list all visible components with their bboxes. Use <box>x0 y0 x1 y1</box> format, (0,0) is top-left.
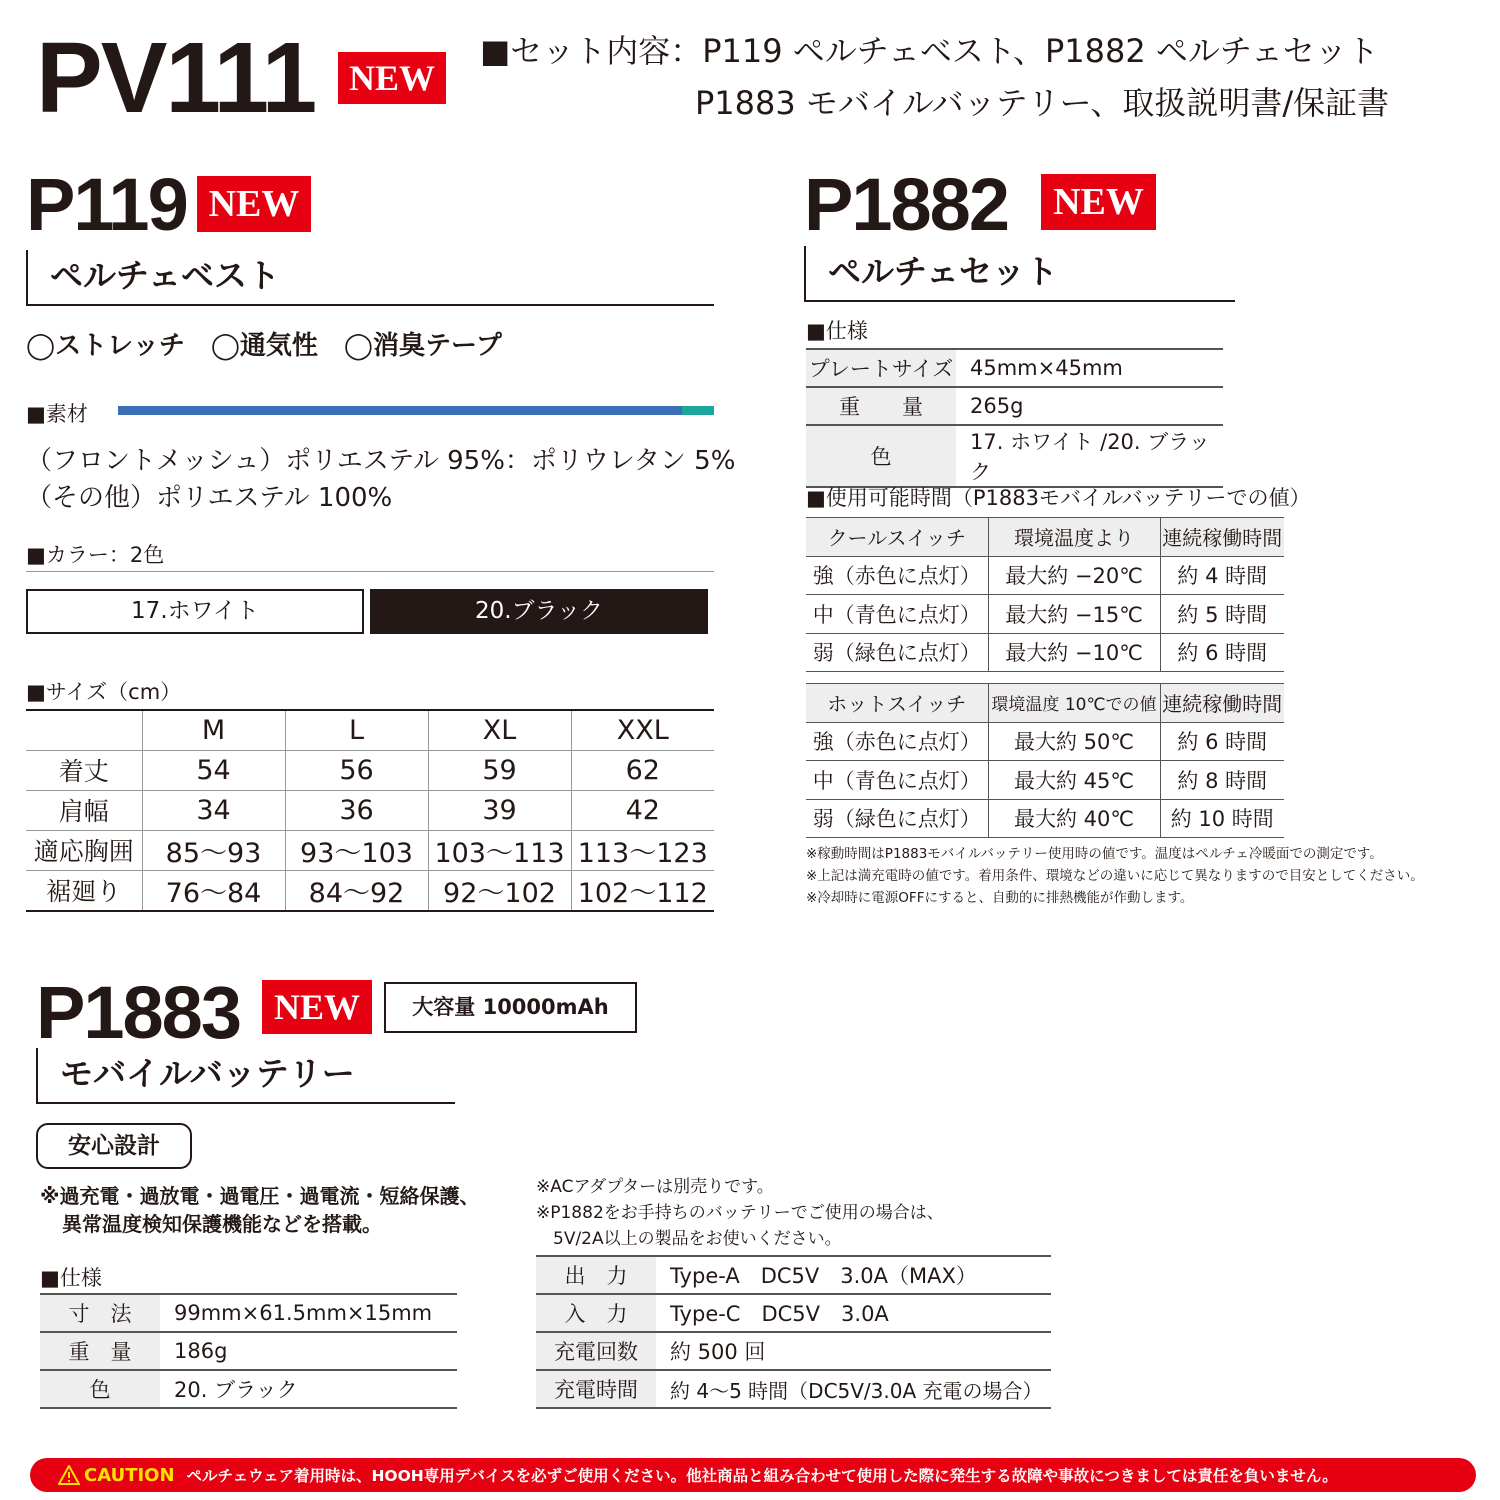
set-contents-line1: ■セット内容：P119 ペルチェベスト、P1882 ペルチェセット <box>480 32 1379 70</box>
time-cell: 弱（緑色に点灯） <box>806 633 988 672</box>
warning-icon <box>58 1465 80 1485</box>
time-cell: 中（青色に点灯） <box>806 761 988 800</box>
spec-value: 約 4～5 時間（DC5V/3.0A 充電の場合） <box>656 1370 1051 1408</box>
spec-value: 186g <box>160 1332 457 1370</box>
time-cell: 最大約 45℃ <box>988 761 1160 800</box>
set-contents-line2: P1883 モバイルバッテリー、取扱説明書/保証書 <box>695 84 1390 122</box>
time-cell: 弱（緑色に点灯） <box>806 799 988 838</box>
size-cell: 39 <box>428 790 571 830</box>
p119-material-line2: （その他）ポリエステル 100% <box>26 483 393 513</box>
size-cell: 93～103 <box>285 830 428 870</box>
time-header-cell: クールスイッチ <box>806 518 988 557</box>
table-row <box>26 790 714 830</box>
material-bar <box>118 406 686 415</box>
p1883-name: モバイルバッテリー <box>36 1048 455 1104</box>
time-cell: 最大約 40℃ <box>988 799 1160 838</box>
size-row-label: 裾廻り <box>26 870 142 911</box>
size-header-cell: M <box>142 710 285 750</box>
table-row <box>40 1332 457 1370</box>
spec-key: 色 <box>40 1370 160 1408</box>
time-cell: 中（青色に点灯） <box>806 595 988 634</box>
time-cell: 約 5 時間 <box>1160 595 1284 634</box>
size-cell: 56 <box>285 750 428 790</box>
spec-value: 20. ブラック <box>160 1370 457 1408</box>
table-row <box>806 799 1284 838</box>
time-header-cell: 連続稼働時間 <box>1160 518 1284 557</box>
p119-size-label: ■サイズ（cm） <box>26 680 182 704</box>
p119-material-line1: （フロントメッシュ）ポリエステル 95%：ポリウレタン 5% <box>26 446 736 476</box>
set-new-badge: NEW <box>338 52 446 104</box>
p1883-note-3: 5V/2A以上の製品をお使いください。 <box>536 1229 842 1249</box>
table-row <box>806 595 1284 634</box>
time-header-cell: 連続稼働時間 <box>1160 684 1284 723</box>
size-header-cell: L <box>285 710 428 750</box>
p119-color-label: ■カラー：2色 <box>26 543 165 567</box>
table-row <box>26 830 714 870</box>
spec-key: 重 量 <box>40 1332 160 1370</box>
capacity-badge: 大容量 10000mAh <box>384 982 637 1033</box>
time-cell: 約 10 時間 <box>1160 799 1284 838</box>
time-cell: 約 6 時間 <box>1160 722 1284 761</box>
p119-name: ペルチェベスト <box>26 250 714 306</box>
spec-value: 17. ホワイト /20. ブラック <box>956 425 1223 487</box>
p1882-spec-label: ■仕様 <box>806 319 868 343</box>
size-cell: 84～92 <box>285 870 428 911</box>
size-cell: 59 <box>428 750 571 790</box>
table-row <box>26 870 714 911</box>
safety-line1: ※過充電・過放電・過電圧・過電流・短絡保護、 <box>40 1184 480 1208</box>
spec-key: 充電時間 <box>536 1370 656 1408</box>
size-cell: 85～93 <box>142 830 285 870</box>
size-cell: 54 <box>142 750 285 790</box>
table-row <box>806 722 1284 761</box>
time-cell: 約 6 時間 <box>1160 633 1284 672</box>
safety-badge: 安心設計 <box>36 1123 192 1169</box>
time-cell: 強（赤色に点灯） <box>806 722 988 761</box>
spec-key: 出 力 <box>536 1256 656 1294</box>
p1883-new-badge: NEW <box>262 980 372 1034</box>
spec-key: 入 力 <box>536 1294 656 1332</box>
time-cell: 最大約 −10℃ <box>988 633 1160 672</box>
p1882-spec-table <box>806 348 1223 488</box>
table-row <box>806 633 1284 672</box>
time-cell: 最大約 −20℃ <box>988 556 1160 595</box>
table-row <box>536 1294 1051 1332</box>
size-cell: 102～112 <box>571 870 714 911</box>
size-cell: 36 <box>285 790 428 830</box>
size-header-cell: XXL <box>571 710 714 750</box>
safety-line2: 異常温度検知保護機能などを搭載。 <box>62 1212 382 1236</box>
p1882-note-1: ※稼動時間はP1883モバイルバッテリー使用時の値です。温度はペルチェ冷暖面での測定です。 <box>806 846 1383 862</box>
table-row <box>806 556 1284 595</box>
p119-new-badge: NEW <box>197 176 311 232</box>
p1883-spec-label: ■仕様 <box>40 1266 102 1290</box>
size-cell: 76～84 <box>142 870 285 911</box>
size-cell: 34 <box>142 790 285 830</box>
table-row <box>806 349 1223 387</box>
spec-key: 色 <box>806 425 956 487</box>
spec-key: 重 量 <box>806 387 956 425</box>
p1883-code: P1883 <box>36 971 240 1054</box>
size-row-label: 着丈 <box>26 750 142 790</box>
p119-material-label: ■素材 <box>26 402 88 426</box>
size-cell: 92～102 <box>428 870 571 911</box>
p1882-code: P1882 <box>804 163 1008 246</box>
time-cell: 強（赤色に点灯） <box>806 556 988 595</box>
p1882-usage-label: ■使用可能時間（P1883モバイルバッテリーでの値） <box>806 486 1311 510</box>
time-header-cell: ホットスイッチ <box>806 684 988 723</box>
time-header-cell: 環境温度 10℃での値 <box>988 684 1160 723</box>
caution-label: CAUTION <box>84 1464 175 1486</box>
time-header-cell: 環境温度より <box>988 518 1160 557</box>
color-chip-black: 20.ブラック <box>370 589 708 634</box>
table-row <box>26 750 714 790</box>
table-row <box>40 1294 457 1332</box>
spec-value: 265g <box>956 387 1223 425</box>
table-row <box>806 387 1223 425</box>
spec-value: Type-A DC5V 3.0A（MAX） <box>656 1256 1051 1294</box>
time-cell: 最大約 50℃ <box>988 722 1160 761</box>
material-bar-end <box>682 406 714 415</box>
size-cell: 42 <box>571 790 714 830</box>
size-cell: 113～123 <box>571 830 714 870</box>
size-table <box>26 709 714 912</box>
p119-code: P119 <box>26 163 187 246</box>
table-row <box>536 1332 1051 1370</box>
size-header-cell <box>26 710 142 750</box>
p1882-note-3: ※冷却時に電源OFFにすると、自動的に排熱機能が作動します。 <box>806 890 1194 906</box>
cool-table-header <box>806 518 1284 557</box>
p1883-output-table <box>536 1255 1051 1409</box>
spec-key: 充電回数 <box>536 1332 656 1370</box>
spec-value: 約 500 回 <box>656 1332 1051 1370</box>
hot-table-header <box>806 684 1284 723</box>
size-header-cell: XL <box>428 710 571 750</box>
caution-bar <box>30 1458 1476 1492</box>
table-row <box>806 425 1223 487</box>
size-cell: 103～113 <box>428 830 571 870</box>
p1883-note-1: ※ACアダプターは別売りです。 <box>536 1177 774 1197</box>
table-row <box>536 1256 1051 1294</box>
p119-features: ◯ストレッチ ◯通気性 ◯消臭テープ <box>26 331 502 361</box>
color-chip-white: 17.ホワイト <box>26 589 364 634</box>
p1883-note-2: ※P1882をお手持ちのバッテリーでご使用の場合は、 <box>536 1203 944 1223</box>
size-cell: 62 <box>571 750 714 790</box>
caution-text: ペルチェウェア着用時は、HOOH専用デバイスを必ずご使用ください。他社商品と組み合わせて使用した際に発生する故障や事故につきましては責任を負いません。 <box>186 1467 1338 1485</box>
color-label-rule <box>26 571 714 572</box>
table-row <box>536 1370 1051 1408</box>
spec-key: 寸 法 <box>40 1294 160 1332</box>
time-cell: 約 8 時間 <box>1160 761 1284 800</box>
spec-value: 99mm×61.5mm×15mm <box>160 1294 457 1332</box>
p1882-note-2: ※上記は満充電時の値です。着用条件、環境などの違いに応じて異なりますので目安としてください。 <box>806 868 1424 884</box>
size-row-label: 適応胸囲 <box>26 830 142 870</box>
spec-key: プレートサイズ <box>806 349 956 387</box>
time-cell: 約 4 時間 <box>1160 556 1284 595</box>
table-row <box>40 1370 457 1408</box>
p1882-new-badge: NEW <box>1041 174 1156 230</box>
cool-table <box>806 517 1284 672</box>
set-code: PV111 <box>36 22 316 134</box>
size-row-label: 肩幅 <box>26 790 142 830</box>
p1882-name: ペルチェセット <box>804 246 1235 302</box>
spec-value: 45mm×45mm <box>956 349 1223 387</box>
table-row <box>806 761 1284 800</box>
hot-table <box>806 683 1284 838</box>
spec-value: Type-C DC5V 3.0A <box>656 1294 1051 1332</box>
p1883-spec-table <box>40 1293 457 1409</box>
size-table-header <box>26 710 714 750</box>
time-cell: 最大約 −15℃ <box>988 595 1160 634</box>
